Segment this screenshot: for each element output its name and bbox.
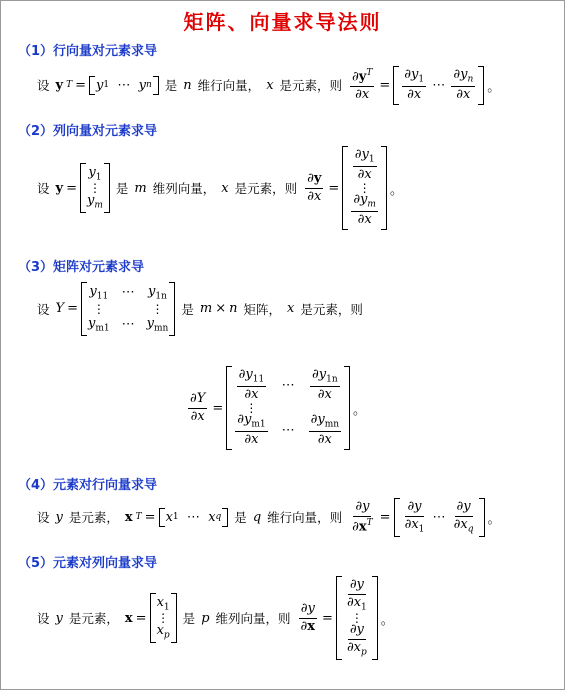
- derivative-column-vector: $\frac{\partial y_1}{\partial x}$ ⋮ $\frac{\partial y_m}{\partial x}$: [342, 146, 387, 230]
- column-vector-x: $x_1$ ⋮ $x_p$: [150, 593, 177, 643]
- matrix-Y: $y_{11}$ ⋯ $y_{1n}$ ⋮ ⋮ $y_{m1}$ ⋯ $y_{mn}$: [81, 282, 175, 336]
- derivative-lhs: $\frac{\partial y^T}{\partial x}$: [352, 67, 373, 103]
- section-1-formula: 设 y T = y 1 ⋯ y n 是 n 维行向量， x 是元素，则 $\frac{\partial y^T}{\partial x}$ = $\frac{\partial y_1}{\partial x}$ ⋯ $\frac{\partial y_n}{\partial x}$ 。: [34, 66, 500, 105]
- section-2-heading: （2）列向量对元素求导: [18, 124, 158, 139]
- section-3-formula: 设 Y = $y_{11}$ ⋯ $y_{1n}$ ⋮ ⋮ $y_{m1}$ ⋯ $y_{mn}$ 是 m × n 矩阵， x 是元素，则: [37, 284, 363, 334]
- derivative-lhs: $\frac{\partial y}{\partial x}$: [300, 600, 316, 634]
- section-3-derivative: $\frac{\partial Y}{\partial x}$ = $\frac{\partial y_{11}}{\partial x}$ ⋯ $\frac{\partial y_{1n}}{\partial x}$ ⋮ $\frac{\partial y_{m1}}{\partial x}$ ⋯ $\frac{\partial y_{mn}}{\partial x}$ 。: [186, 366, 366, 450]
- derivative-column-vector: $\frac{\partial y}{\partial x_1}$ ⋮ $\frac{\partial y}{\partial x_p}$: [336, 576, 378, 660]
- section-1-heading: （1）行向量对元素求导: [18, 44, 158, 59]
- section-2-formula: 设 y = $y_1$ ⋮ $y_m$ 是 m 维列向量， x 是元素，则 $\frac{\partial y}{\partial x}$ = $\frac{\partial y_1}{\partial x}$ ⋮ $\frac{\partial y_m}{\partial x}$ 。: [34, 146, 403, 230]
- section-4-heading: （4）元素对行向量求导: [18, 478, 158, 493]
- section-5-heading: （5）元素对列向量求导: [18, 556, 158, 571]
- derivative-lhs: $\frac{\partial y}{\partial x}$: [307, 170, 322, 204]
- derivative-row-vector: $\frac{\partial y_1}{\partial x}$ ⋯ $\frac{\partial y_n}{\partial x}$: [393, 66, 484, 105]
- section-5-formula: 设 y 是元素， x = $x_1$ ⋮ $x_p$ 是 p 维列向量，则 $\frac{\partial y}{\partial x}$ = $\frac{\partial y}{\partial x_1}$ ⋮ $\frac{\partial y}{\partial x_p}$ 。: [34, 576, 394, 660]
- section-4-formula: 设 y 是元素， x T = x 1 ⋯ x q 是 q 维行向量，则 $\frac{\partial y}{\partial x^T}$ = $\frac{\partial y}{\partial x_1}$ ⋯ $\frac{\partial y}{\partial x_q}$ 。: [34, 498, 501, 537]
- column-vector-y: $y_1$ ⋮ $y_m$: [80, 163, 110, 213]
- derivative-matrix: $\frac{\partial y_{11}}{\partial x}$ ⋯ $\frac{\partial y_{1n}}{\partial x}$ ⋮ $\frac{\partial y_{m1}}{\partial x}$ ⋯ $\frac{\partial y_{mn}}{\partial x}$: [226, 366, 350, 450]
- derivative-row-vector: $\frac{\partial y}{\partial x_1}$ ⋯ $\frac{\partial y}{\partial x_q}$: [394, 498, 485, 537]
- section-3-heading: （3）矩阵对元素求导: [18, 260, 145, 275]
- row-vector-y: y 1 ⋯ y n: [89, 76, 159, 95]
- derivative-lhs: $\frac{\partial Y}{\partial x}$: [190, 390, 206, 424]
- row-vector-x: x 1 ⋯ x q: [159, 508, 229, 527]
- page-title: 矩阵、向量求导法则: [183, 10, 382, 34]
- derivative-lhs: $\frac{\partial y}{\partial x^T}$: [352, 498, 373, 535]
